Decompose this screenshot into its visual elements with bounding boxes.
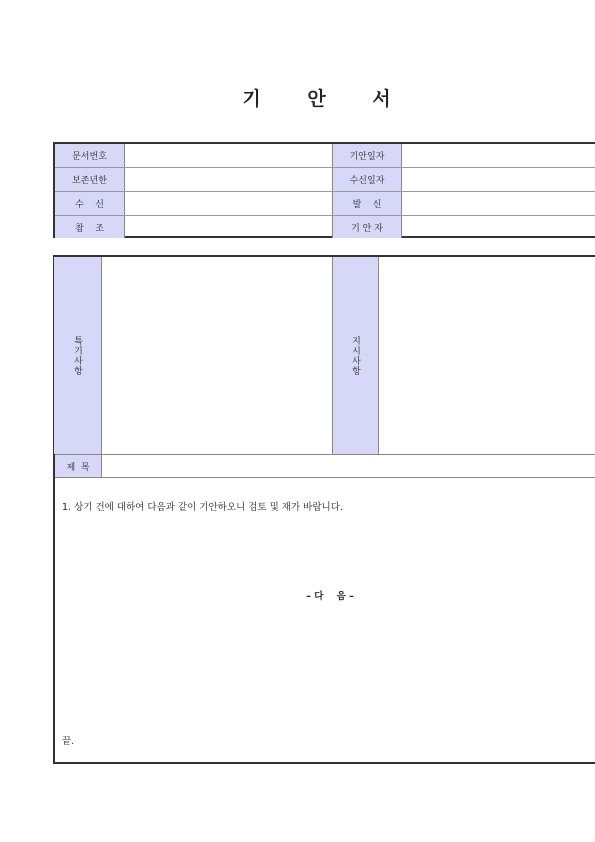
doc-number-label: 문서번호 bbox=[55, 144, 125, 167]
header-table bbox=[53, 142, 595, 238]
doc-number-value[interactable] bbox=[125, 144, 333, 167]
recipient-value[interactable] bbox=[125, 192, 333, 215]
instructions-label: 지시사항 bbox=[332, 257, 379, 454]
header-row bbox=[55, 216, 595, 238]
body-table bbox=[53, 255, 595, 764]
drafter-value[interactable] bbox=[402, 216, 595, 238]
receipt-date-value[interactable] bbox=[402, 168, 595, 191]
header-row bbox=[55, 168, 595, 192]
reference-value[interactable] bbox=[125, 216, 333, 238]
receipt-date-label: 수신일자 bbox=[333, 168, 402, 191]
closing-text: 끝. bbox=[62, 736, 75, 747]
reference-label: 참 조 bbox=[55, 216, 125, 238]
retention-value[interactable] bbox=[125, 168, 333, 191]
header-row bbox=[55, 192, 595, 216]
header-row bbox=[55, 144, 595, 168]
body-line-1: 1. 상기 건에 대하여 다음과 같이 기안하오니 검토 및 재가 바랍니다. bbox=[62, 502, 343, 513]
subject-row bbox=[55, 454, 595, 478]
sender-label: 발 신 bbox=[333, 192, 402, 215]
draft-date-label: 기안일자 bbox=[333, 144, 402, 167]
special-notes-label: 특기사항 bbox=[54, 257, 102, 454]
drafter-label: 기 안 자 bbox=[333, 216, 402, 238]
center-heading: – 다 음 – bbox=[306, 591, 354, 602]
recipient-label: 수 신 bbox=[55, 192, 125, 215]
retention-label: 보존년한 bbox=[55, 168, 125, 191]
draft-date-value[interactable] bbox=[402, 144, 595, 167]
sender-value[interactable] bbox=[402, 192, 595, 215]
subject-label: 제 목 bbox=[55, 455, 102, 477]
document-title: 기 안 서 bbox=[242, 88, 411, 110]
subject-value[interactable] bbox=[103, 455, 595, 477]
